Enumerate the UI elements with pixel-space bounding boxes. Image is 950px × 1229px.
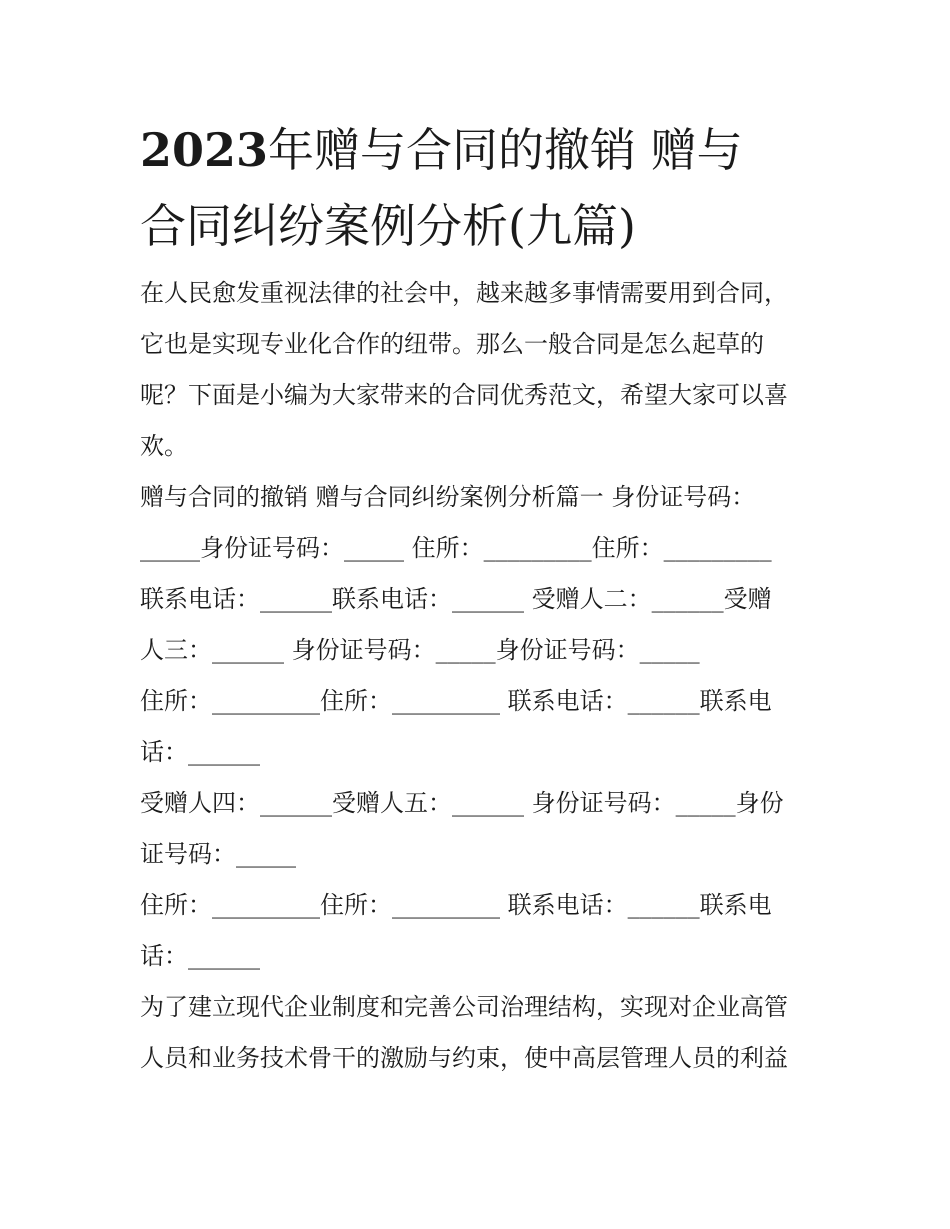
body-line: 话：______ (140, 942, 260, 970)
body-line: 人员和业务技术骨干的激励与约束，使中高层管理人员的利益 (140, 1044, 788, 1072)
document-body (140, 268, 820, 1084)
body-line: _____身份证号码：_____ 住所：_________住所：_________ (140, 534, 772, 562)
body-line: 它也是实现专业化合作的纽带。那么一般合同是怎么起草的 (140, 330, 764, 358)
body-line: 呢？下面是小编为大家带来的合同优秀范文，希望大家可以喜 (140, 381, 788, 409)
title-year: 2023 (140, 123, 269, 177)
title-line-1 (140, 112, 820, 188)
body-line: 证号码：_____ (140, 840, 296, 868)
body-line: 为了建立现代企业制度和完善公司治理结构，实现对企业高管 (140, 993, 788, 1021)
body-line: 在人民愈发重视法律的社会中，越来越多事情需要用到合同， (140, 279, 788, 307)
body-line: 话：______ (140, 738, 260, 766)
body-line: 住所：_________住所：_________ 联系电话：______联系电 (140, 891, 772, 919)
body-line: 欢。 (140, 432, 188, 460)
body-line: 住所：_________住所：_________ 联系电话：______联系电 (140, 687, 772, 715)
title-line-2: 合同纠纷案例分析(九篇) (140, 199, 636, 253)
body-line: 联系电话：______联系电话：______ 受赠人二：______受赠 (140, 585, 772, 613)
body-line: 受赠人四：______受赠人五：______ 身份证号码：_____身份 (140, 789, 784, 817)
body-line: 赠与合同的撤销 赠与合同纠纷案例分析篇一 身份证号码： (140, 483, 756, 511)
title-line-1-text: 年赠与合同的撤销 赠与 (268, 123, 743, 177)
document-title (140, 112, 820, 264)
document-page (140, 112, 820, 1084)
body-line: 人三：______ 身份证号码：_____身份证号码：_____ (140, 636, 700, 664)
